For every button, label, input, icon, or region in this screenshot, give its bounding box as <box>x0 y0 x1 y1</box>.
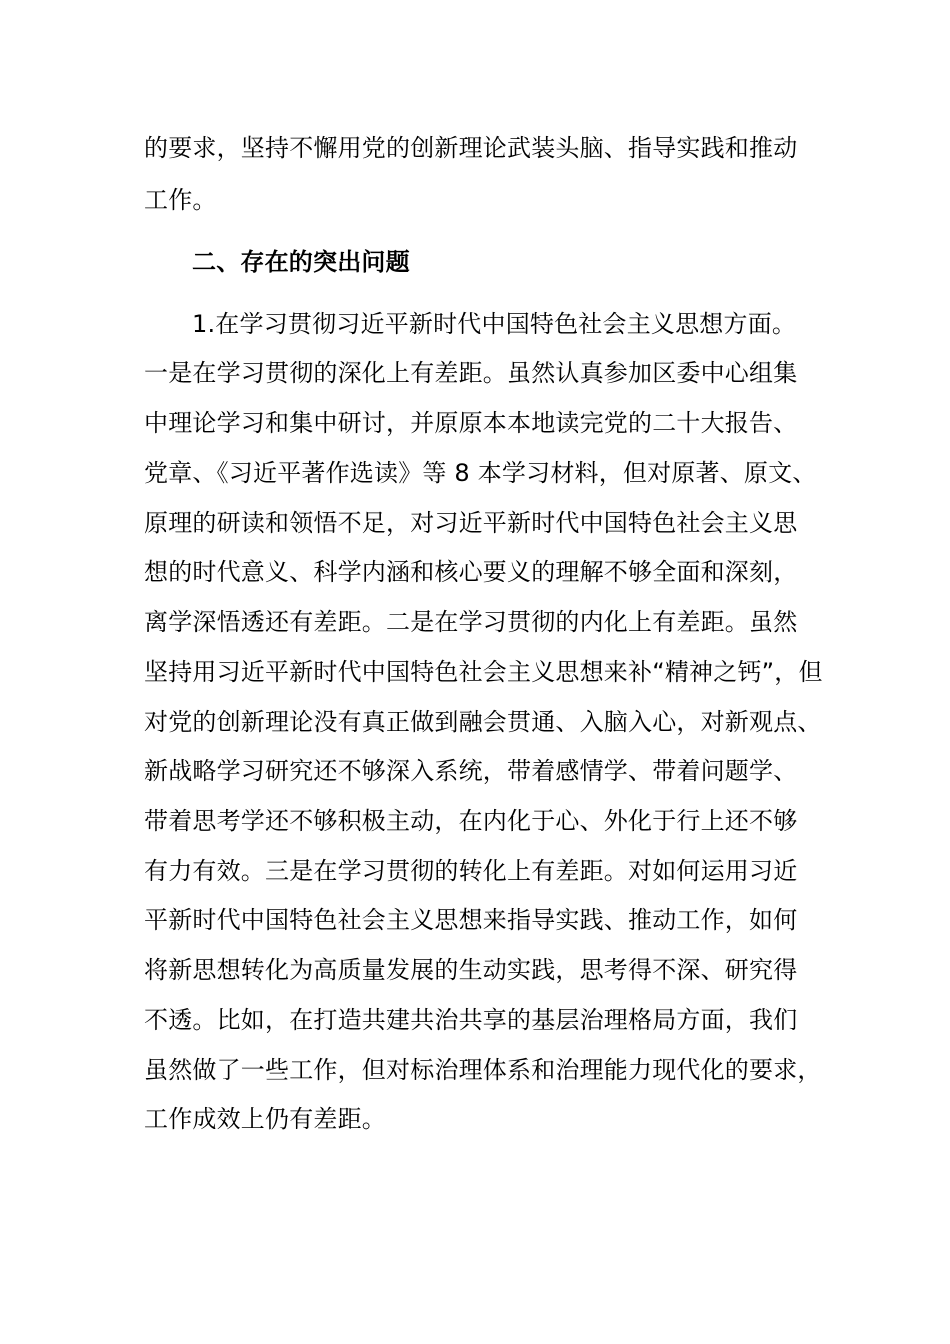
body-text-line: 坚持用习近平新时代中国特色社会主义思想来补“精神之钙”，但 <box>144 658 823 686</box>
body-text-line: 工作成效上仍有差距。 <box>144 1105 386 1133</box>
body-text-line: 不透。比如，在打造共建共治共享的基层治理格局方面，我们 <box>144 1006 798 1034</box>
body-text-line: 一是在学习贯彻的深化上有差距。虽然认真参加区委中心组集 <box>144 359 798 387</box>
numbered-item-title: 1.在学习贯彻习近平新时代中国特色社会主义思想方面。 <box>192 310 797 338</box>
body-text-line: 想的时代意义、科学内涵和核心要义的理解不够全面和深刻， <box>144 558 798 586</box>
body-text-line: 工作。 <box>144 186 217 214</box>
body-text-line: 带着思考学还不够积极主动，在内化于心、外化于行上还不够 <box>144 807 798 835</box>
body-text-line: 有力有效。三是在学习贯彻的转化上有差距。对如何运用习近 <box>144 857 798 885</box>
section-heading: 二、存在的突出问题 <box>192 248 410 276</box>
body-text-line: 党章、《习近平著作选读》等 8 本学习材料，但对原著、原文、 <box>144 459 817 487</box>
body-text-line: 中理论学习和集中研讨，并原原本本地读完党的二十大报告、 <box>144 409 798 437</box>
body-text-line: 将新思想转化为高质量发展的生动实践，思考得不深、研究得 <box>144 956 798 984</box>
body-text-line: 虽然做了一些工作，但对标治理体系和治理能力现代化的要求， <box>144 1056 822 1084</box>
body-text-line: 的要求，坚持不懈用党的创新理论武装头脑、指导实践和推动 <box>144 134 798 162</box>
body-text-line: 离学深悟透还有差距。二是在学习贯彻的内化上有差距。虽然 <box>144 608 798 636</box>
body-text-line: 平新时代中国特色社会主义思想来指导实践、推动工作，如何 <box>144 906 798 934</box>
body-text-line: 原理的研读和领悟不足，对习近平新时代中国特色社会主义思 <box>144 509 798 537</box>
body-text-line: 对党的创新理论没有真正做到融会贯通、入脑入心，对新观点、 <box>144 708 822 736</box>
body-text-line: 新战略学习研究还不够深入系统，带着感情学、带着问题学、 <box>144 757 798 785</box>
